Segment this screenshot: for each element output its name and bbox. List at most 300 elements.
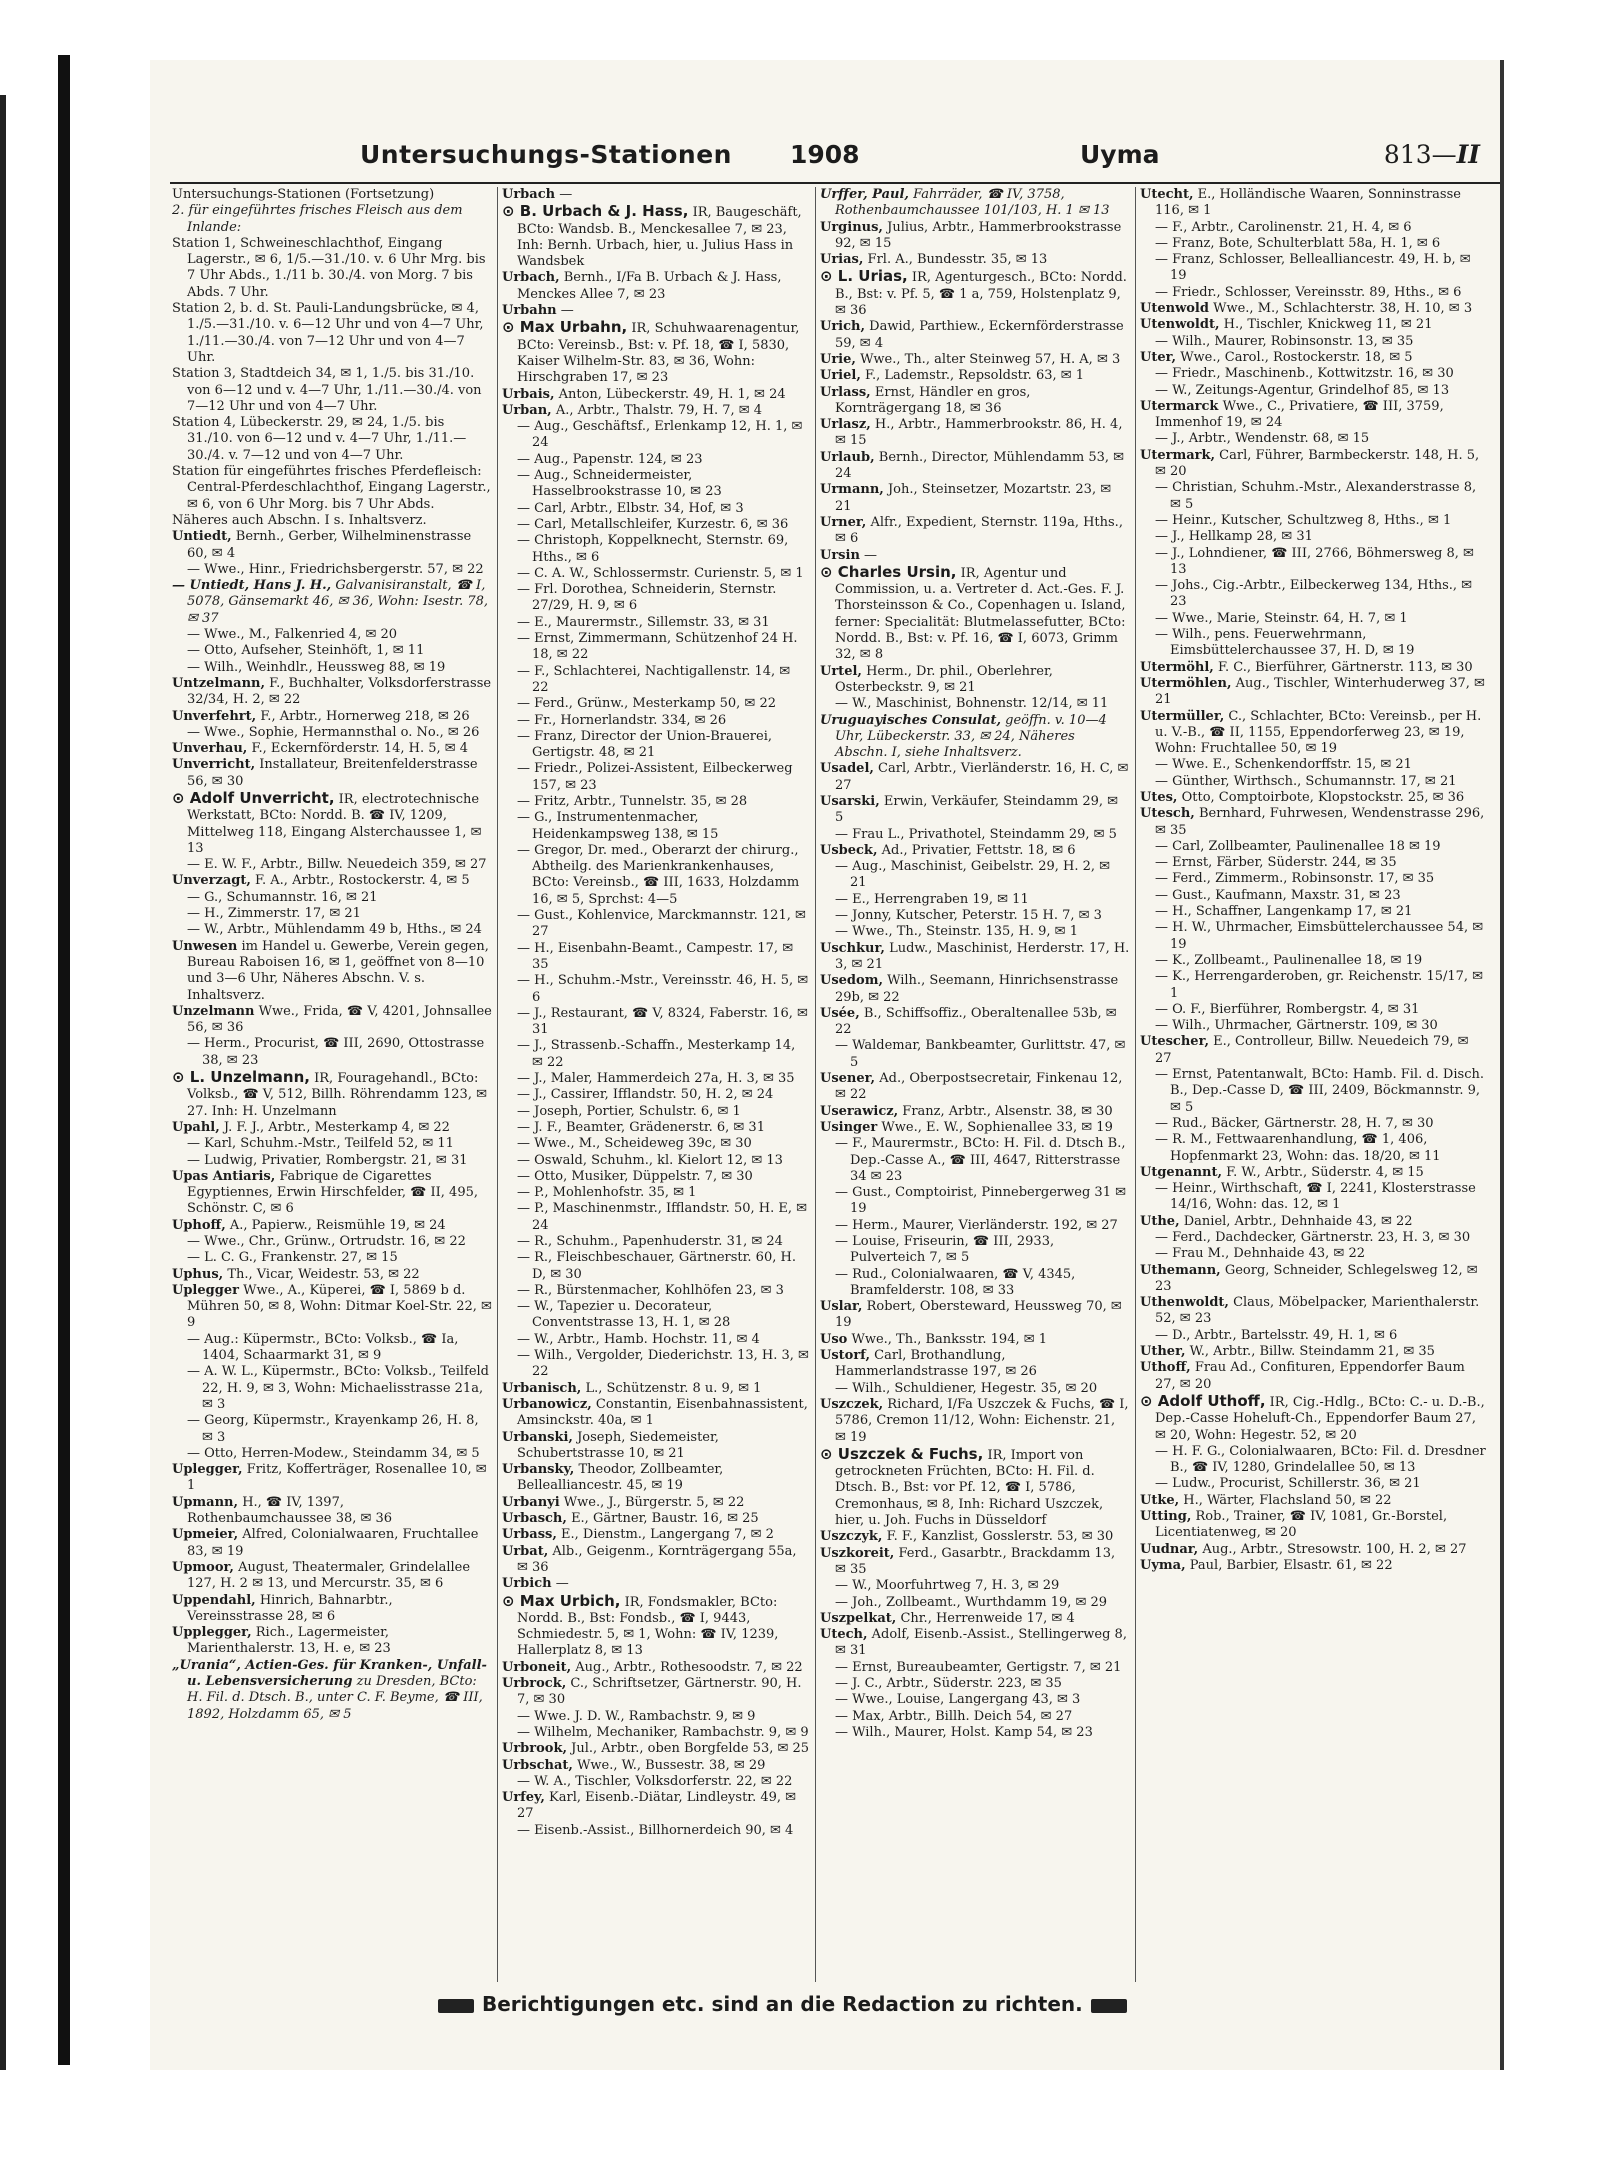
entry-text: Wwe., C., Privatiere, ☎ III, 3759, Immenhof 19, ✉ 24 xyxy=(1155,398,1444,431)
entry-name: Uthoff, xyxy=(1140,1360,1191,1376)
entry-text: Joseph, Siedemeister, Schubertstrasse 10, ✉ 21 xyxy=(517,1429,719,1461)
directory-entry xyxy=(820,1595,1130,1611)
directory-entry xyxy=(502,941,810,974)
entry-text: — F., Arbtr., Carolinenstr. 21, H. 4, ✉ 6 xyxy=(1155,219,1412,235)
directory-entry xyxy=(502,517,810,533)
entry-name: Upahl, xyxy=(172,1119,220,1135)
directory-entry xyxy=(1140,920,1488,953)
running-head-year: 1908 xyxy=(790,140,860,169)
entry-text: IR, Schuhwaarenagentur, BCto: Vereinsb., Bst: v. Pf. 18, ☎ I, 5830, Kaiser Wilhelm-Str. 83, ✉ 36, Wohn: Hirschgraben 17, ✉ 23 xyxy=(517,321,800,386)
directory-entry xyxy=(1140,1246,1488,1262)
directory-entry xyxy=(172,1218,492,1234)
entry-text: — Herm., Maurer, Vierländerstr. 192, ✉ 27 xyxy=(835,1217,1118,1233)
directory-entry xyxy=(502,468,810,501)
entry-text: — Frau L., Privathotel, Steindamm 29, ✉ 5 xyxy=(835,826,1117,842)
directory-entry xyxy=(502,1348,810,1381)
entry-text: — J., Cassirer, Ifflandstr. 50, H. 2, ✉ 24 xyxy=(517,1087,774,1103)
entry-text: — Aug., Papenstr. 124, ✉ 23 xyxy=(517,451,703,467)
directory-entry xyxy=(502,1593,810,1660)
entry-name: Urbanisch, xyxy=(502,1380,582,1396)
directory-entry xyxy=(1140,660,1488,676)
entry-text: — K., Zollbeamt., Paulinenallee 18, ✉ 19 xyxy=(1155,952,1423,968)
column-divider xyxy=(815,187,816,1982)
entry-text: — Heinr., Kutscher, Schultzweg 8, Hths., ✉ 1 xyxy=(1155,512,1452,528)
entry-text: Fritz, Kofferträger, Rosenallee 10, ✉ 1 xyxy=(187,1462,487,1494)
entry-text: Galvanisiranstalt, ☎ I, 5078, Gänsemarkt 46, ✉ 36, Wohn: Isestr. 78, ✉ 37 xyxy=(187,578,489,626)
directory-entry xyxy=(1140,1002,1488,1018)
entry-text: — H., Schuhm.-Mstr., Vereinsstr. 46, H. 5, ✉ 6 xyxy=(517,973,809,1005)
directory-entry xyxy=(1140,1558,1488,1574)
entry-text: — Herm., Procurist, ☎ III, 2690, Ottostrasse 38, ✉ 23 xyxy=(187,1036,485,1068)
directory-entry xyxy=(1140,969,1488,1002)
entry-name: Utenwold xyxy=(1140,301,1209,317)
directory-entry xyxy=(502,1201,810,1234)
entry-text: Bernh., Gerber, Wilhelminenstrasse 60, ✉ 4 xyxy=(187,529,472,561)
entry-text: Station für eingeführtes frisches Pferdefleisch: Central-Pferdeschlachthof, Eingang Lagerstr., ✉ 6, von 6 Uhr Morg. bis 7 Uhr Abds. xyxy=(172,464,491,512)
directory-entry xyxy=(502,566,810,582)
footer-text: Berichtigungen etc. sind an die Redaction zu richten. xyxy=(482,1992,1083,2016)
directory-entry xyxy=(820,1676,1130,1692)
entry-name: Urbrook, xyxy=(502,1741,567,1757)
entry-text: — Joh., Zollbeamt., Wurthdamm 19, ✉ 29 xyxy=(835,1594,1108,1610)
directory-entry xyxy=(172,1364,492,1413)
entry-text: Station 3, Stadtdeich 34, ✉ 1, 1./5. bis 31./10. von 6—12 und v. 4—7 Uhr, 1./11.—30./4. von 7—12 Uhr und von 4—7 Uhr. xyxy=(172,366,482,414)
directory-entry xyxy=(172,741,492,757)
entry-name: Ursin xyxy=(820,547,860,563)
directory-entry xyxy=(502,1660,810,1676)
directory-entry xyxy=(502,1790,810,1823)
entry-name: Unverfehrt, xyxy=(172,708,257,724)
running-head-section: Untersuchungs-Stationen xyxy=(360,140,732,169)
entry-text: — Gust., Kohlenvice, Marckmannstr. 121, ✉ 27 xyxy=(517,908,806,940)
directory-entry xyxy=(172,203,492,236)
directory-entry xyxy=(502,631,810,664)
entry-text: — Ludwig, Privatier, Rombergstr. 21, ✉ 31 xyxy=(187,1152,468,1168)
entry-name: Urbansky, xyxy=(502,1462,575,1478)
directory-entry xyxy=(172,1036,492,1069)
directory-entry xyxy=(820,417,1130,450)
entry-name: Utermüller, xyxy=(1140,708,1225,724)
directory-entry xyxy=(820,385,1130,418)
column-divider xyxy=(497,187,498,1982)
directory-entry xyxy=(1140,1328,1488,1344)
entry-name: Urlasz, xyxy=(820,417,871,433)
directory-entry xyxy=(172,906,492,922)
directory-entry xyxy=(820,352,1130,368)
entry-name: Usbeck, xyxy=(820,842,878,858)
entry-text: Alfr., Expedient, Sternstr. 119a, Hths., ✉ 6 xyxy=(835,514,1123,547)
directory-entry xyxy=(502,387,810,403)
directory-entry xyxy=(172,1625,492,1658)
entry-name: ⊙ B. Urbach & J. Hass, xyxy=(502,202,689,221)
entry-text: Rich., Lagermeister, Marienthalerstr. 13, H. e, ✉ 23 xyxy=(187,1625,391,1657)
entry-name: Utech, xyxy=(820,1627,868,1643)
entry-text: Wwe., J., Bürgerstr. 5, ✉ 22 xyxy=(563,1494,745,1510)
entry-text: — Wilhelm, Mechaniker, Rambachstr. 9, ✉ 9 xyxy=(517,1724,809,1740)
entry-text: H., Wärter, Flachsland 50, ✉ 22 xyxy=(1183,1492,1392,1508)
directory-entry xyxy=(172,1283,492,1332)
entry-name: Utting, xyxy=(1140,1509,1192,1525)
directory-entry xyxy=(1140,611,1488,627)
directory-entry xyxy=(172,627,492,643)
entry-text: — Georg, Küpermstr., Krayenkamp 26, H. 8, ✉ 3 xyxy=(187,1413,479,1445)
entry-name: Uppendahl, xyxy=(172,1592,256,1608)
entry-text: Wwe., E. W., Sophienallee 33, ✉ 19 xyxy=(881,1119,1113,1135)
directory-entry xyxy=(502,1332,810,1348)
directory-entry xyxy=(502,452,810,468)
entry-text: — D., Arbtr., Bartelsstr. 49, H. 1, ✉ 6 xyxy=(1155,1327,1398,1343)
directory-entry xyxy=(1140,1344,1488,1360)
directory-entry xyxy=(502,1430,810,1463)
entry-text: — J., Strassenb.-Schaffn., Mesterkamp 14, ✉ 22 xyxy=(517,1038,796,1070)
directory-entry xyxy=(172,922,492,938)
entry-name: Uyma, xyxy=(1140,1557,1186,1573)
directory-entry xyxy=(820,319,1130,352)
binding-edge xyxy=(0,95,6,2105)
entry-text: — xyxy=(555,1576,569,1592)
entry-text: — G., Instrumentenmacher, Heidenkampsweg 138, ✉ 15 xyxy=(517,810,719,842)
directory-entry xyxy=(502,908,810,941)
directory-entry xyxy=(1140,888,1488,904)
entry-text: — xyxy=(560,303,574,319)
entry-name: Urbat, xyxy=(502,1543,549,1559)
column-4 xyxy=(1140,187,1488,1982)
directory-entry xyxy=(820,924,1130,940)
entry-name: ⊙ Max Urbich, xyxy=(502,1591,621,1610)
directory-entry xyxy=(502,1676,810,1709)
directory-entry xyxy=(1140,839,1488,855)
entry-text: — Otto, Aufseher, Steinhöft, 1, ✉ 11 xyxy=(187,643,425,659)
directory-entry xyxy=(502,203,810,270)
entry-text: — Franz, Bote, Schulterblatt 58a, H. 1, ✉ 6 xyxy=(1155,235,1441,251)
entry-text: — Otto, Herren-Modew., Steindamm 34, ✉ 5 xyxy=(187,1445,480,1461)
entry-name: ⊙ L. Urias, xyxy=(820,267,908,286)
entry-text: — J., Lohndiener, ☎ III, 2766, Böhmersweg 8, ✉ 13 xyxy=(1155,545,1474,577)
entry-text: — Joseph, Portier, Schulstr. 6, ✉ 1 xyxy=(517,1103,741,1119)
entry-name: Urban, xyxy=(502,402,552,418)
directory-entry xyxy=(502,1527,810,1543)
entry-text: — E., Herrengraben 19, ✉ 11 xyxy=(835,891,1029,907)
entry-text: — Wwe., Sophie, Hermannsthal o. No., ✉ 26 xyxy=(187,724,480,740)
directory-entry xyxy=(1140,366,1488,382)
entry-text: — Rud., Bäcker, Gärtnerstr. 28, H. 7, ✉ 30 xyxy=(1155,1115,1434,1131)
directory-entry xyxy=(172,1169,492,1218)
directory-entry xyxy=(1140,236,1488,252)
entry-text: Alfred, Colonialwaaren, Fruchtallee 83, ✉ 19 xyxy=(187,1527,479,1559)
entry-name: Uso xyxy=(820,1331,848,1347)
directory-entry xyxy=(172,236,492,301)
entry-name: Utermark, xyxy=(1140,447,1216,463)
entry-text: — Aug., Schneidermeister, Hasselbrookstrasse 10, ✉ 23 xyxy=(517,468,722,500)
directory-entry xyxy=(820,1267,1130,1300)
directory-entry xyxy=(820,973,1130,1006)
entry-text: — Max, Arbtr., Billh. Deich 54, ✉ 27 xyxy=(835,1708,1073,1724)
entry-text: C., Schriftsetzer, Gärtnerstr. 90, H. 7, ✉ 30 xyxy=(517,1676,802,1708)
directory-entry xyxy=(820,1611,1130,1627)
directory-entry xyxy=(172,301,492,366)
directory-entry xyxy=(1140,529,1488,545)
entry-name: Usener, xyxy=(820,1071,876,1087)
entry-name: Utes, xyxy=(1140,789,1178,805)
entry-text: Th., Vicar, Weidestr. 53, ✉ 22 xyxy=(227,1266,420,1282)
entry-text: Wwe., W., Bussestr. 38, ✉ 29 xyxy=(577,1757,766,1773)
entry-text: — Wilh., Schuldiener, Hegestr. 35, ✉ 20 xyxy=(835,1380,1098,1396)
entry-text: — Wwe., M., Scheideweg 39c, ✉ 30 xyxy=(517,1136,752,1152)
directory-entry xyxy=(502,319,810,386)
column-2 xyxy=(502,187,810,1982)
entry-text: — Johs., Cig.-Arbtr., Eilbeckerweg 134, Hths., ✉ 23 xyxy=(1155,578,1473,610)
directory-entry xyxy=(502,973,810,1006)
entry-text: F. F., Kanzlist, Gosslerstr. 53, ✉ 30 xyxy=(886,1529,1114,1545)
entry-name: Uszkoreit, xyxy=(820,1545,895,1561)
directory-entry xyxy=(502,1283,810,1299)
entry-name: ⊙ Max Urbahn, xyxy=(502,318,628,337)
entry-name: Urbanowicz, xyxy=(502,1396,592,1412)
entry-text: — G., Schumannstr. 16, ✉ 21 xyxy=(187,889,378,905)
entry-text: Claus, Möbelpacker, Marienthalerstr. 52, ✉ 23 xyxy=(1155,1295,1480,1327)
directory-entry xyxy=(820,1104,1130,1120)
entry-name: Upas Antiaris, xyxy=(172,1168,276,1184)
directory-entry xyxy=(1140,1493,1488,1509)
directory-entry xyxy=(1140,1181,1488,1214)
page-edge-right xyxy=(1500,60,1504,2070)
entry-text: — Wwe., Chr., Grünw., Ortrudstr. 16, ✉ 22 xyxy=(187,1234,466,1249)
entry-text: A., Arbtr., Thalstr. 79, H. 7, ✉ 4 xyxy=(555,402,763,418)
entry-text: Frl. A., Bundesstr. 35, ✉ 13 xyxy=(867,252,1048,268)
entry-text: — W., Zeitungs-Agentur, Grindelhof 85, ✉ 13 xyxy=(1155,382,1450,398)
entry-text: Näheres auch Abschn. I s. Inhaltsverz. xyxy=(172,512,427,528)
entry-name: Usedom, xyxy=(820,973,883,989)
entry-text: — Aug., Geschäftsf., Erlenkamp 12, H. 1, ✉ 24 xyxy=(517,419,803,451)
entry-name: Untiedt, xyxy=(172,529,232,545)
entry-name: — Untiedt, Hans J. H., xyxy=(172,578,332,594)
entry-text: — Wwe., M., Falkenried 4, ✉ 20 xyxy=(187,627,398,643)
directory-entry xyxy=(502,729,810,762)
entry-name: Uplegger, xyxy=(172,1462,243,1478)
entry-name: Urbanyi xyxy=(502,1494,560,1510)
directory-entry xyxy=(172,1560,492,1593)
directory-entry xyxy=(172,1462,492,1495)
directory-entry xyxy=(172,513,492,529)
entry-name: Unverhau, xyxy=(172,741,248,757)
entry-name: Urbach, xyxy=(502,270,560,286)
entry-text: — E., Maurermstr., Sillemstr. 33, ✉ 31 xyxy=(517,614,770,630)
entry-name: Utke, xyxy=(1140,1492,1180,1508)
entry-text: Carl, Führer, Barmbeckerstr. 148, H. 5, ✉ 20 xyxy=(1155,447,1480,480)
entry-name: Urfey, xyxy=(502,1790,545,1806)
directory-entry xyxy=(1140,220,1488,236)
directory-entry xyxy=(820,664,1130,697)
directory-entry xyxy=(172,1234,492,1250)
entry-name: Urias, xyxy=(820,252,864,268)
directory-entry xyxy=(820,1348,1130,1381)
entry-text: IR, Agentur und Commission, u. a. Vertreter d. Act.-Ges. F. J. Thorsteinsson & Co., Copenhagen u. Island, ferner: Specialität: Blutmelassefutter, BCto: Nordd. B., Bst: v. Pf. 16, ☎ I, 6073, Grimm 32, ✉ 8 xyxy=(835,565,1126,663)
directory-entry xyxy=(1140,578,1488,611)
directory-entry xyxy=(820,515,1130,548)
entry-text: L., Schützenstr. 8 u. 9, ✉ 1 xyxy=(585,1380,762,1396)
entry-text: — H. F. G., Colonialwaaren, BCto: Fil. d. Dresdner B., ☎ IV, 1280, Grindelallee 50, ✉ 13 xyxy=(1155,1443,1486,1476)
directory-entry xyxy=(172,660,492,676)
entry-text: Wwe., Th., Banksstr. 194, ✉ 1 xyxy=(851,1331,1048,1347)
entry-text: Alb., Geigenm., Kornträgergang 55a, ✉ 36 xyxy=(517,1543,797,1575)
directory-entry xyxy=(1140,431,1488,447)
directory-entry xyxy=(820,1071,1130,1104)
entry-name: Upplegger, xyxy=(172,1625,252,1641)
entry-name: Urboneit, xyxy=(502,1659,572,1675)
entry-name: Unverricht, xyxy=(172,757,256,773)
directory-entry xyxy=(820,1397,1130,1446)
directory-entry xyxy=(502,1104,810,1120)
entry-name: Usée, xyxy=(820,1005,860,1021)
directory-entry xyxy=(1140,301,1488,317)
entry-text: Robert, Obersteward, Heussweg 70, ✉ 19 xyxy=(835,1299,1122,1331)
directory-entry xyxy=(172,187,492,203)
entry-text: IR, Cig.-Hdlg., BCto: C.- u. D.-B., Dep.-Casse Hoheluft-Ch., Eppendorfer Baum 27, ✉ 20, Wohn: Hegestr. 52, ✉ 20 xyxy=(1155,1394,1485,1443)
entry-text: — Ferd., Grünw., Mesterkamp 50, ✉ 22 xyxy=(517,696,776,712)
entry-text: — Wilh., Maurer, Robinsonstr. 13, ✉ 35 xyxy=(1155,333,1414,349)
directory-entry xyxy=(1140,317,1488,333)
directory-entry xyxy=(502,419,810,452)
directory-entry xyxy=(820,843,1130,859)
entry-text: — W., Maschinist, Bohnenstr. 12/14, ✉ 11 xyxy=(835,696,1109,712)
entry-text: — Ferd., Dachdecker, Gärtnerstr. 23, H. 3, ✉ 30 xyxy=(1155,1230,1471,1245)
entry-text: — Fritz, Arbtr., Tunnelstr. 35, ✉ 28 xyxy=(517,793,748,809)
entry-text: E., Holländische Waaren, Sonninstrasse 116, ✉ 1 xyxy=(1155,187,1461,219)
directory-entry xyxy=(1140,790,1488,806)
directory-entry xyxy=(1140,252,1488,285)
directory-entry xyxy=(820,1038,1130,1071)
entry-name: Unwesen xyxy=(172,938,238,954)
entry-text: — Eisenb.-Assist., Billhornerdeich 90, ✉ 4 xyxy=(517,1822,794,1838)
directory-entry xyxy=(820,696,1130,712)
entry-text: Erwin, Verkäufer, Steindamm 29, ✉ 5 xyxy=(835,793,1119,826)
entry-text: — Jonny, Kutscher, Peterstr. 15 H. 7, ✉ 3 xyxy=(835,908,1102,924)
entry-text: IR, Baugeschäft, BCto: Wandsb. B., Menckesallee 7, ✉ 23, Inh: Bernh. Urbach, hier, u. Julius Hass in Wandsbek xyxy=(517,205,802,270)
directory-entry xyxy=(1140,1034,1488,1067)
directory-entry xyxy=(172,1332,492,1365)
entry-text: 2. für eingeführtes frisches Fleisch aus dem Inlande: xyxy=(172,203,463,235)
entry-text: Dawid, Parthiew., Eckernförderstrasse 59, ✉ 4 xyxy=(835,319,1124,351)
column-3 xyxy=(820,187,1130,1982)
entry-text: — Ferd., Zimmerm., Robinsonstr. 17, ✉ 35 xyxy=(1155,871,1435,887)
directory-entry xyxy=(820,1185,1130,1218)
directory-entry xyxy=(820,1381,1130,1397)
directory-entry xyxy=(1140,1230,1488,1246)
directory-entry xyxy=(1140,1165,1488,1181)
entry-text: — Waldemar, Bankbeamter, Gurlittstr. 47, ✉ 5 xyxy=(835,1038,1126,1070)
directory-entry xyxy=(172,709,492,725)
entry-text: — L. C. G., Frankenstr. 27, ✉ 15 xyxy=(187,1250,398,1266)
directory-entry xyxy=(820,859,1130,892)
entry-text: Fabrique de Cigarettes Egyptiennes, Erwin Hirschfelder, ☎ II, 495, Schönstr. C, ✉ 6 xyxy=(187,1168,478,1217)
entry-text: Wilh., Seemann, Hinrichsenstrasse 29b, ✉ 22 xyxy=(835,973,1119,1005)
entry-text: — P., Maschinenmstr., Ifflandstr. 50, H. E, ✉ 24 xyxy=(517,1201,808,1233)
directory-entry xyxy=(172,1069,492,1120)
entry-text: IR, Fondsmakler, BCto: Nordd. B., Bst: Fondsb., ☎ I, 9443, Schmiedestr. 5, ✉ 1, Wohn: ☎ IV, 1239, Hallerplatz 8, ✉ 13 xyxy=(517,1594,779,1659)
directory-entry xyxy=(820,1006,1130,1039)
entry-name: Utermarck xyxy=(1140,398,1219,414)
directory-entry xyxy=(502,1120,810,1136)
directory-entry xyxy=(502,1544,810,1577)
entry-name: Urlass, xyxy=(820,384,871,400)
entry-text: — W., Tapezier u. Decorateur, Conventstrasse 13, H. 1, ✉ 28 xyxy=(517,1299,731,1331)
directory-entry xyxy=(172,562,492,578)
directory-entry xyxy=(502,1169,810,1185)
directory-entry xyxy=(172,643,492,659)
directory-entry xyxy=(502,761,810,794)
scan-border-bottom xyxy=(0,2070,1600,2177)
entry-text: Paul, Barbier, Elsastr. 61, ✉ 22 xyxy=(1189,1557,1393,1573)
entry-text: — Otto, Musiker, Düppelstr. 7, ✉ 30 xyxy=(517,1168,753,1184)
entry-name: Urie, xyxy=(820,351,856,367)
directory-entry xyxy=(1140,350,1488,366)
entry-name: Unverzagt, xyxy=(172,873,251,889)
directory-entry xyxy=(502,1153,810,1169)
entry-text: — Wilh., pens. Feuerwehrmann, Eimsbüttelerchaussee 37, H. D, ✉ 19 xyxy=(1155,627,1415,659)
entry-text: Carl, Arbtr., Vierländerstr. 16, H. C, ✉ 27 xyxy=(835,761,1129,793)
directory-entry xyxy=(172,1413,492,1446)
entry-text: Theodor, Zollbeamter, Bellealliancestr. 45, ✉ 19 xyxy=(517,1462,724,1494)
directory-entry xyxy=(1140,806,1488,839)
entry-text: — F., Schlachterei, Nachtigallenstr. 14, ✉ 22 xyxy=(517,663,791,695)
entry-name: Urbanski, xyxy=(502,1429,573,1445)
entry-text: — W., Arbtr., Mühlendamm 49 b, Hths., ✉ 24 xyxy=(187,922,482,938)
directory-entry xyxy=(502,270,810,303)
directory-entry xyxy=(820,1546,1130,1579)
entry-text: geöffn. v. 10—4 Uhr, Lübeckerstr. 33, ✉ 24, Näheres Abschn. I, siehe Inhaltsverz. xyxy=(835,712,1107,761)
directory-entry xyxy=(820,941,1130,974)
running-head-keyword: Uyma xyxy=(1080,140,1160,169)
entry-name: ⊙ Uszczek & Fuchs, xyxy=(820,1444,984,1463)
directory-entry xyxy=(502,1774,810,1790)
entry-text: — A. W. L., Küpermstr., BCto: Volksb., Teilfeld 22, H. 9, ✉ 3, Wohn: Michaelisstrasse 21a, ✉ 3 xyxy=(187,1364,490,1412)
directory-entry xyxy=(820,1529,1130,1545)
directory-entry xyxy=(1140,480,1488,513)
directory-entry xyxy=(502,1381,810,1397)
entry-text: Jul., Arbtr., oben Borgfelde 53, ✉ 25 xyxy=(571,1741,810,1757)
entry-text: — Heinr., Wirthschaft, ☎ I, 2241, Klosterstrasse 14/16, Wohn: das. 12, ✉ 1 xyxy=(1155,1181,1476,1213)
entry-text: Wwe., M., Schlachterstr. 38, H. 10, ✉ 3 xyxy=(1213,301,1473,317)
entry-text: Aug., Tischler, Winterhuderweg 37, ✉ 21 xyxy=(1155,675,1485,708)
directory-entry xyxy=(820,1120,1130,1136)
entry-text: — Aug.: Küpermstr., BCto: Volksb., ☎ Ia, 1404, Schaarmarkt 31, ✉ 9 xyxy=(187,1331,459,1364)
directory-entry xyxy=(172,1136,492,1152)
entry-text: IR, Import von getrockneten Früchten, BCto: H. Fil. d. Dtsch. B., Bst: vor Pf. 12, ☎ I, 5786, Cremonhaus, ✉ 8, Inh: Richard Uszczek, hier, u. Joh. Fuchs in Düsseldorf xyxy=(835,1447,1104,1529)
directory-entry xyxy=(820,482,1130,515)
entry-text: W., Arbtr., Billw. Steindamm 21, ✉ 35 xyxy=(1189,1344,1435,1360)
entry-text: Julius, Arbtr., Hammerbrookstrasse 92, ✉ 15 xyxy=(835,219,1122,251)
directory-entry xyxy=(820,564,1130,664)
entry-text: IR, Agenturgesch., BCto: Nordd. B., Bst: v. Pf. 5, ☎ 1 a, 759, Holstenplatz 9, ✉ 36 xyxy=(835,270,1127,319)
entry-name: Urmann, xyxy=(820,482,884,498)
entry-text: F., Eckernförderstr. 14, H. 5, ✉ 4 xyxy=(251,741,469,757)
directory-entry xyxy=(820,1446,1130,1529)
entry-text: A., Papierw., Reismühle 19, ✉ 24 xyxy=(229,1217,446,1233)
directory-entry xyxy=(820,368,1130,384)
entry-name: ⊙ L. Unzelmann, xyxy=(172,1068,310,1087)
entry-name: Urbahn xyxy=(502,303,557,319)
directory-entry xyxy=(502,1397,810,1430)
entry-text: — R. M., Fettwaarenhandlung, ☎ 1, 406, Hopfenmarkt 23, Wohn: das. 18/20, ✉ 11 xyxy=(1155,1132,1441,1164)
entry-name: Urtel, xyxy=(820,663,862,679)
entry-name: Utermöhl, xyxy=(1140,659,1214,675)
directory-entry xyxy=(502,1758,810,1774)
directory-entry xyxy=(172,757,492,790)
entry-name: Urner, xyxy=(820,514,867,530)
entry-name: Unzelmann xyxy=(172,1003,255,1019)
directory-entry xyxy=(1140,1018,1488,1034)
entry-text: — H., Schaffner, Langenkamp 17, ✉ 21 xyxy=(1155,904,1413,920)
